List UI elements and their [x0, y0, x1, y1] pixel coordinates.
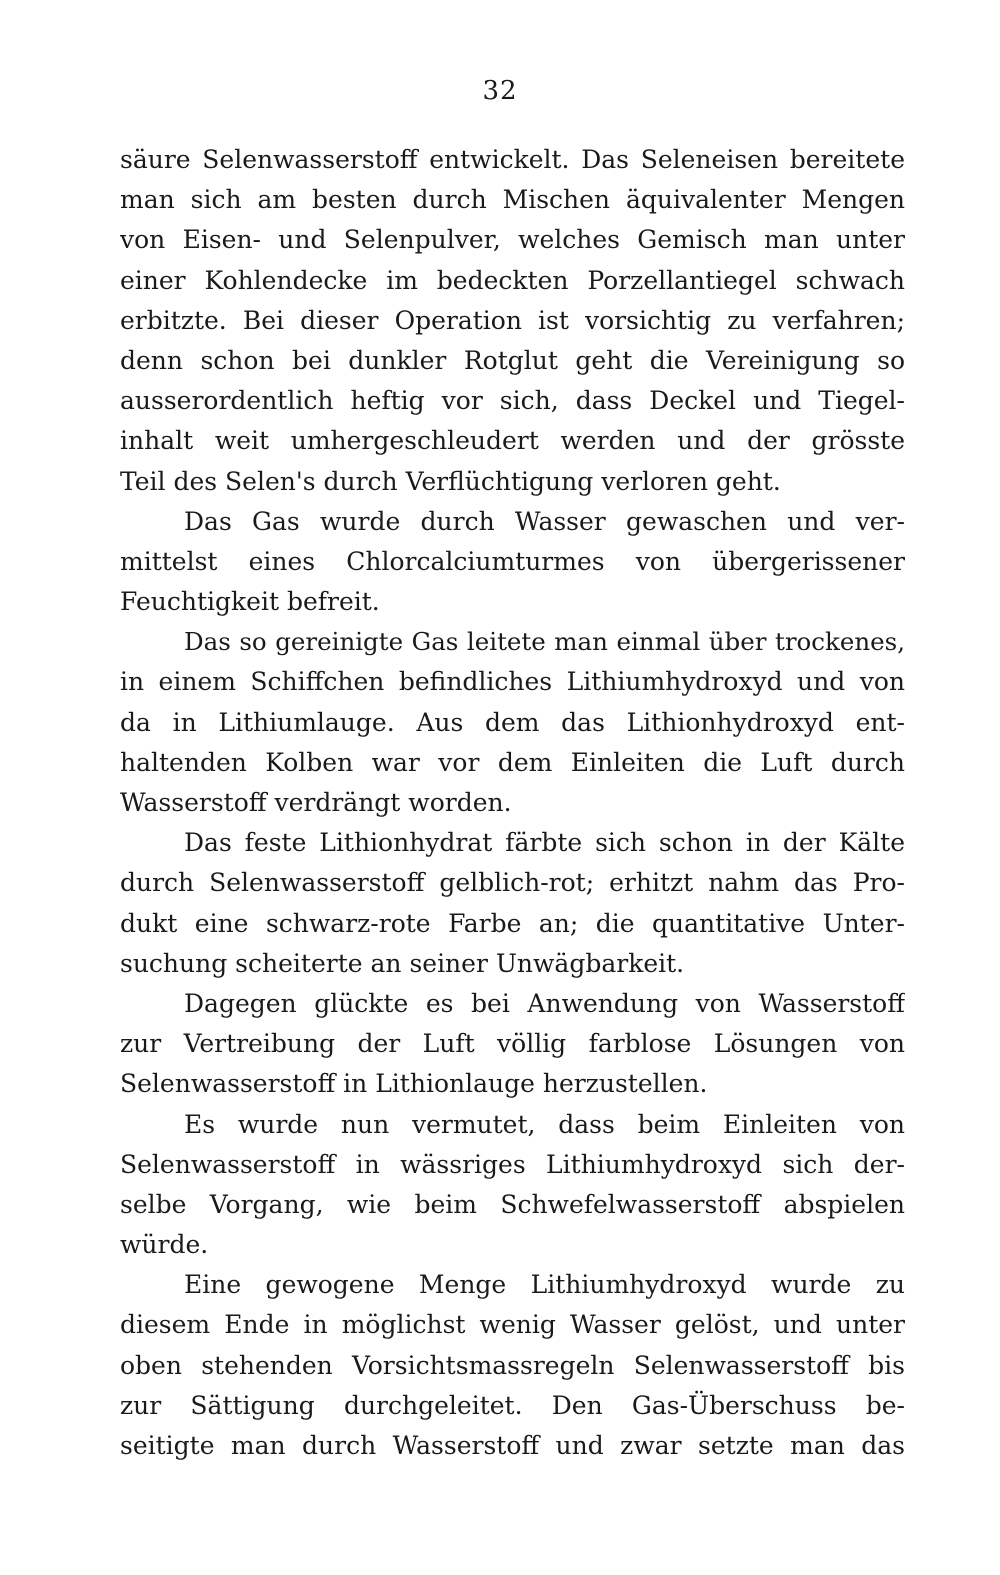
text-line: dukt eine schwarz-rote Farbe an; die quantitative Unter-: [120, 908, 905, 938]
text-line: zur Sättigung durchgeleitet. Den Gas-Überschuss be-: [120, 1390, 905, 1420]
text-line: seitigte man durch Wasserstoff und zwar setzte man das: [120, 1431, 905, 1460]
text-line: Das feste Lithionhydrat färbte sich schon in der Kälte: [184, 828, 905, 858]
text-line: in einem Schiffchen befindliches Lithiumhydroxyd und von: [120, 667, 905, 697]
text-line: Eine gewogene Menge Lithiumhydroxyd wurde zu: [184, 1270, 905, 1300]
text-line: säure Selenwasserstoff entwickelt. Das Seleneisen bereitete: [120, 145, 905, 174]
text-line: ausserordentlich heftig vor sich, dass Deckel und Tiegel-: [120, 386, 905, 416]
text-line: würde.: [120, 1230, 209, 1260]
text-line: da in Lithiumlauge. Aus dem das Lithionhydroxyd ent-: [120, 707, 905, 737]
text-line: denn schon bei dunkler Rotglut geht die Vereinigung so: [120, 345, 905, 375]
text-line: Feuchtigkeit befreit.: [120, 587, 380, 617]
text-line: oben stehenden Vorsichtsmassregeln Selenwasserstoff bis: [120, 1350, 905, 1380]
text-line: durch Selenwasserstoff gelblich-rot; erhitzt nahm das Pro-: [120, 868, 905, 898]
text-line: Dagegen glückte es bei Anwendung von Wasserstoff: [184, 988, 905, 1018]
body-text: [120, 140, 905, 1466]
text-line: suchung scheiterte an seiner Unwägbarkeit.: [120, 948, 685, 978]
text-line: Selenwasserstoff in Lithionlauge herzustellen.: [120, 1069, 708, 1099]
text-line: haltenden Kolben war vor dem Einleiten die Luft durch: [120, 747, 905, 777]
text-line: von Eisen- und Selenpulver, welches Gemisch man unter: [120, 225, 905, 255]
text-line: mittelst eines Chlorcalciumturmes von übergerissener: [120, 546, 905, 576]
page-number: 32: [482, 76, 518, 106]
text-line: Das Gas wurde durch Wasser gewaschen und ver-: [184, 506, 905, 536]
text-line: diesem Ende in möglichst wenig Wasser gelöst, und unter: [120, 1310, 905, 1340]
text-line: Wasserstoff verdrängt worden.: [120, 788, 512, 817]
text-line: selbe Vorgang, wie beim Schwefelwasserstoff abspielen: [120, 1189, 905, 1219]
text-line: Es wurde nun vermutet, dass beim Einleiten von: [184, 1109, 905, 1139]
text-line: Das so gereinigte Gas leitete man einmal über trockenes,: [184, 627, 905, 657]
text-line: man sich am besten durch Mischen äquivalenter Mengen: [120, 185, 905, 215]
text-line: einer Kohlendecke im bedeckten Porzellantiegel schwach: [120, 265, 905, 295]
text-line: zur Vertreibung der Luft völlig farblose Lösungen von: [120, 1029, 905, 1059]
text-line: inhalt weit umhergeschleudert werden und der grösste: [120, 426, 905, 456]
text-line: erbitzte. Bei dieser Operation ist vorsichtig zu verfahren;: [120, 305, 905, 335]
text-line: Selenwasserstoff in wässriges Lithiumhydroxyd sich der-: [120, 1149, 905, 1179]
text-line: Teil des Selen's durch Verflüchtigung verloren geht.: [120, 466, 781, 496]
